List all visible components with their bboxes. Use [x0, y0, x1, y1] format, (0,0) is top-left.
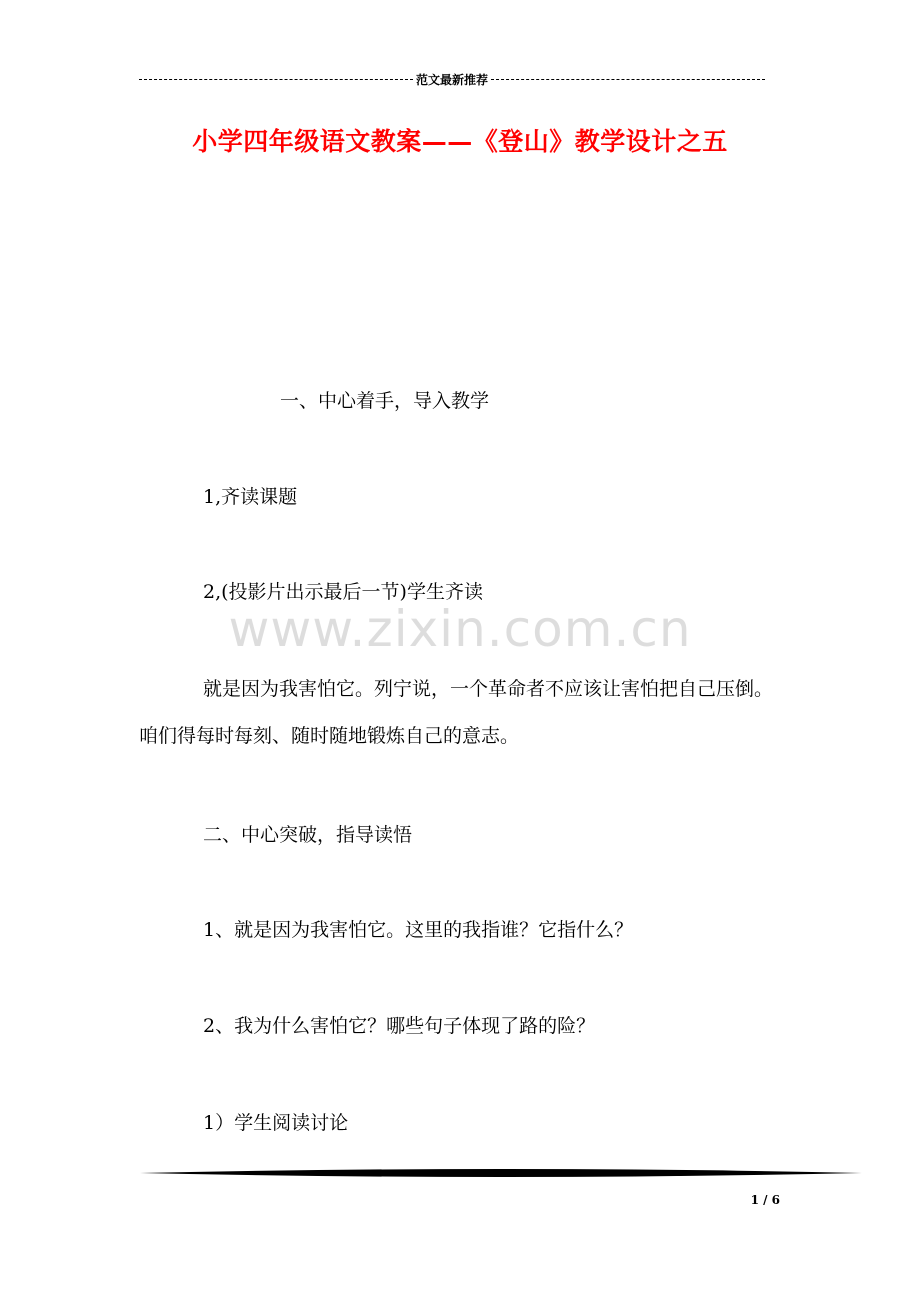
- header-banner-label: 范文最新推荐: [416, 72, 489, 87]
- paragraph-item-1: 1,齐读课题: [203, 486, 298, 508]
- header-dash-left: [139, 79, 413, 80]
- paragraph-quote: 就是因为我害怕它。列宁说，一个革命者不应该让害怕把自己压倒。咱们得每时每刻、随时随地锻炼自己的意志。: [139, 678, 774, 747]
- paragraph-question-1: 1、就是因为我害怕它。这里的我指谁？它指什么？: [203, 919, 634, 941]
- footer-divider: [140, 1166, 862, 1180]
- header-banner: [138, 70, 766, 88]
- header-dash-right: [491, 79, 765, 80]
- section-heading-1: 一、中心着手，导入教学: [280, 390, 490, 412]
- paragraph-sub-item: 1）学生阅读讨论: [203, 1112, 349, 1134]
- paragraph-item-2: 2,(投影片出示最后一节)学生齐读: [203, 581, 483, 603]
- section-heading-2: 二、中心突破，指导读悟: [203, 824, 413, 846]
- watermark-text: www.zixin.com.cn: [228, 600, 692, 658]
- page-number: 1 / 6: [750, 1193, 780, 1207]
- paragraph-question-2: 2、我为什么害怕它？哪些句子体现了路的险？: [203, 1015, 596, 1037]
- document-title: 小学四年级语文教案——《登山》教学设计之五: [192, 127, 728, 156]
